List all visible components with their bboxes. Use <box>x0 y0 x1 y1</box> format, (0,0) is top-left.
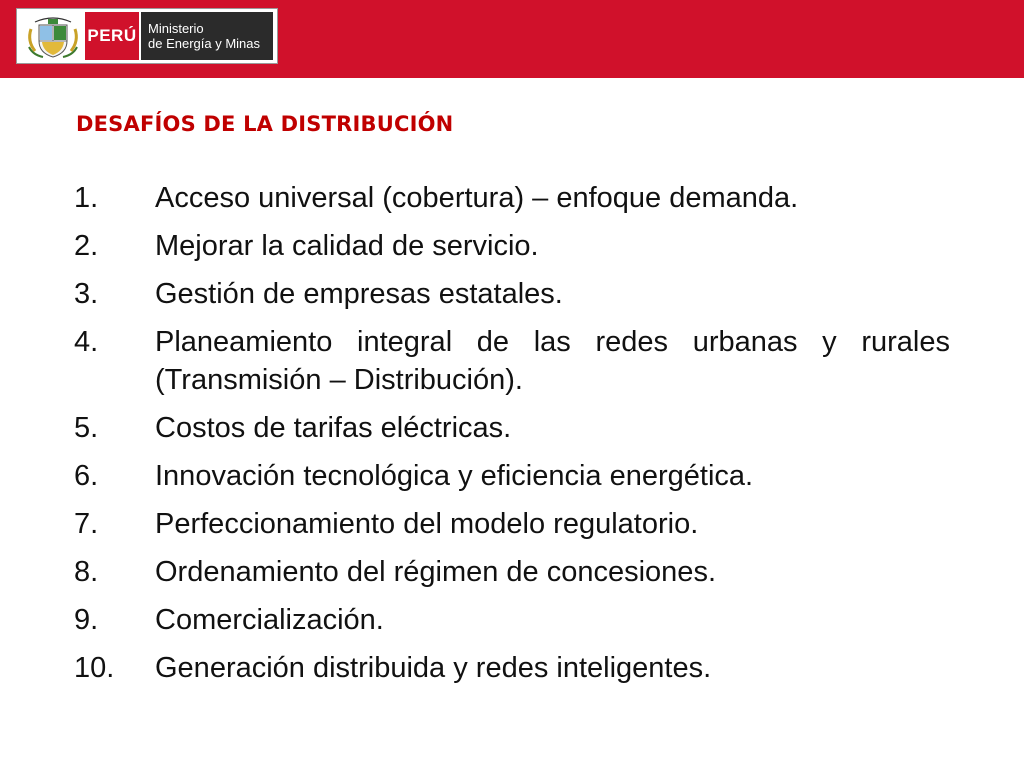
item-text: Comercialización. <box>155 603 384 636</box>
item-number: 4. <box>74 326 99 358</box>
ministry-logo <box>16 8 278 64</box>
item-number: 6. <box>74 459 99 492</box>
ministry-name <box>141 12 273 60</box>
item-text: Acceso universal (cobertura) – enfoque demanda. <box>155 182 799 214</box>
item-text: Mejorar la calidad de servicio. <box>155 230 539 262</box>
item-number: 5. <box>74 411 99 444</box>
list-item <box>74 276 950 314</box>
list-item <box>74 458 950 496</box>
item-text: Innovación tecnológica y eficiencia energética. <box>155 459 754 492</box>
item-text: Ordenamiento del régimen de concesiones. <box>155 555 716 588</box>
list-item <box>74 650 950 688</box>
item-number: 3. <box>74 278 99 310</box>
challenges-list <box>74 180 950 698</box>
list-item <box>74 554 950 592</box>
item-text: Perfeccionamiento del modelo regulatorio. <box>155 507 699 540</box>
item-text: Costos de tarifas eléctricas. <box>155 411 512 444</box>
list-item <box>74 228 950 266</box>
item-number: 8. <box>74 555 99 588</box>
ministry-line-2: de Energía y Minas <box>148 36 261 51</box>
country-label: PERÚ <box>85 12 139 60</box>
list-item <box>74 180 950 218</box>
coat-of-arms-icon <box>23 13 83 59</box>
item-number: 2. <box>74 230 99 262</box>
list-item <box>74 410 950 448</box>
item-text: Generación distribuida y redes inteligentes. <box>155 651 712 684</box>
header-band <box>0 0 1024 78</box>
item-text: Gestión de empresas estatales. <box>155 278 563 310</box>
item-number: 1. <box>74 182 99 214</box>
item-number: 10. <box>74 651 115 684</box>
item-number: 9. <box>74 603 99 636</box>
slide-title: DESAFÍOS DE LA DISTRIBUCIÓN <box>76 112 454 136</box>
list-item <box>74 324 950 399</box>
list-item <box>74 602 950 640</box>
list-item <box>74 506 950 544</box>
item-text: Planeamiento integral de las redes urbanas y rurales (Transmisión – Distribución). <box>155 326 950 396</box>
item-number: 7. <box>74 507 99 540</box>
ministry-line-1: Ministerio <box>148 21 204 36</box>
